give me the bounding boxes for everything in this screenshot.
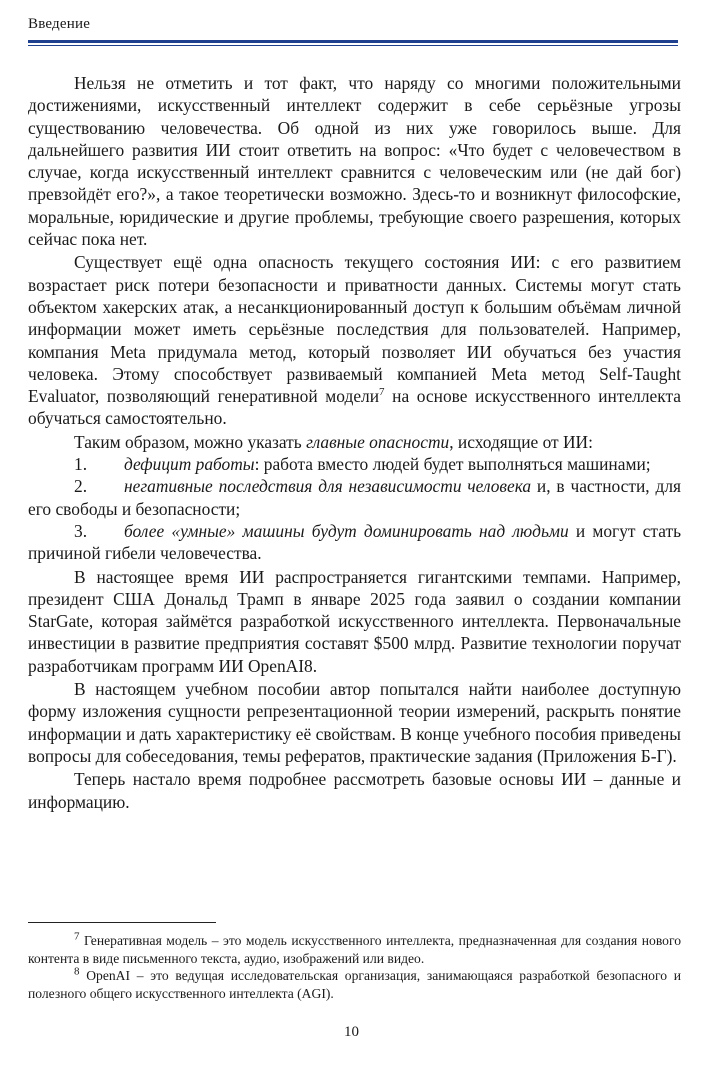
footnote-text: OpenAI – это ведущая исследовательская организация, занимающаяся разработкой безопасного и полезного общего искусственного интеллекта (AGI). [28,968,681,1001]
header-rule-thin [28,45,678,46]
footnote-8 [28,967,681,1002]
dangers-intro-emph: главные опасности [306,431,450,452]
page-number: 10 [344,1024,359,1040]
dangers-intro-after: , исходящие от ИИ: [449,431,593,452]
dangers-intro [28,431,681,453]
danger-item-3 [28,520,681,565]
danger-rest: и, в частности, для его свободы и безопасности; [28,476,681,519]
paragraph-2-tail: на основе искусственного интеллекта обучаться самостоятельно. [28,386,681,429]
danger-item-2 [28,475,681,520]
footnote-ref-7[interactable]: 7 [379,386,385,399]
main-text [28,72,681,813]
danger-num: 3. [74,520,88,541]
danger-rest: : работа вместо людей будет выполняться машинами; [254,454,651,475]
danger-item-1 [28,453,681,475]
paragraph-3: В настоящее время ИИ распространяется гигантскими темпами. Например, президент США Дональд Трамп в январе 2025 года заявил о создании компании StarGate, которая займётся разработкой искусственного интеллекта. Первоначальные инвестиции в развитие предприятия составят $500 млрд. Развитие технологии поручат разработчикам программ ИИ OpenAI8. [28,566,681,676]
danger-emph: негативные последствия для независимости человека [124,476,532,497]
footnote-rule [28,922,216,923]
paragraph-2 [28,251,681,429]
danger-emph: дефицит работы [124,454,255,475]
running-head: Введение [28,16,91,32]
header-rule [28,40,678,43]
danger-emph: более «умные» машины будут доминировать над людьми [124,520,569,541]
footnotes [28,932,681,1002]
danger-rest: и могут стать причиной гибели человечества. [28,520,681,564]
paragraph-2-text: Существует ещё одна опасность текущего состояния ИИ: с его развитием возрастает риск потери безопасности и приватности данных. Системы могут стать объектом хакерских атак, а несанкционированный доступ к большим объёмам личной информации может иметь серьёзные последствия для пользователей. Например, компания Meta придумала метод, который позволяет ИИ обучаться без участия человека. Этому способствует развиваемый компанией Meta метод Self-Taught Evaluator, позволяющий генеративной модели [28,252,681,407]
footnote-mark: 7 [74,930,80,943]
footnote-text: Генеративная модель – это модель искусственного интеллекта, предназначенная для создания нового контента в виде письменного текста, аудио, изображений или видео. [28,933,681,966]
danger-num: 1. [74,454,88,475]
dangers-intro-before: Таким образом, можно указать [74,431,307,452]
paragraph-1: Нельзя не отметить и тот факт, что наряду со многими положительными достижениями, искусственный интеллект содержит в себе серьёзные угрозы существованию человечества. Об одной из них уже говорилось выше. Для дальнейшего развития ИИ стоит ответить на вопрос: «Что будет с человечеством в случае, когда искусственный интеллект сравнится с человеческим или (не дай бог) превзойдёт его?», а такое теоретически возможно. Здесь-то и возникнут философские, моральные, юридические и другие проблемы, требующие своего разрешения, которых сейчас пока нет. [28,73,681,250]
paragraph-4: В настоящем учебном пособии автор попытался найти наиболее доступную форму изложения сущности репрезентационной теории измерений, раскрыть понятие информации и дать характеристику её свойствам. В конце учебного пособия приведены вопросы для собеседования, темы рефератов, практические задания (Приложения Б-Г). [28,679,681,766]
paragraph-5: Теперь настало время подробнее рассмотреть базовые основы ИИ – данные и информацию. [28,769,681,812]
footnote-7 [28,932,681,967]
danger-num: 2. [74,476,88,497]
footnote-mark: 8 [74,965,80,978]
